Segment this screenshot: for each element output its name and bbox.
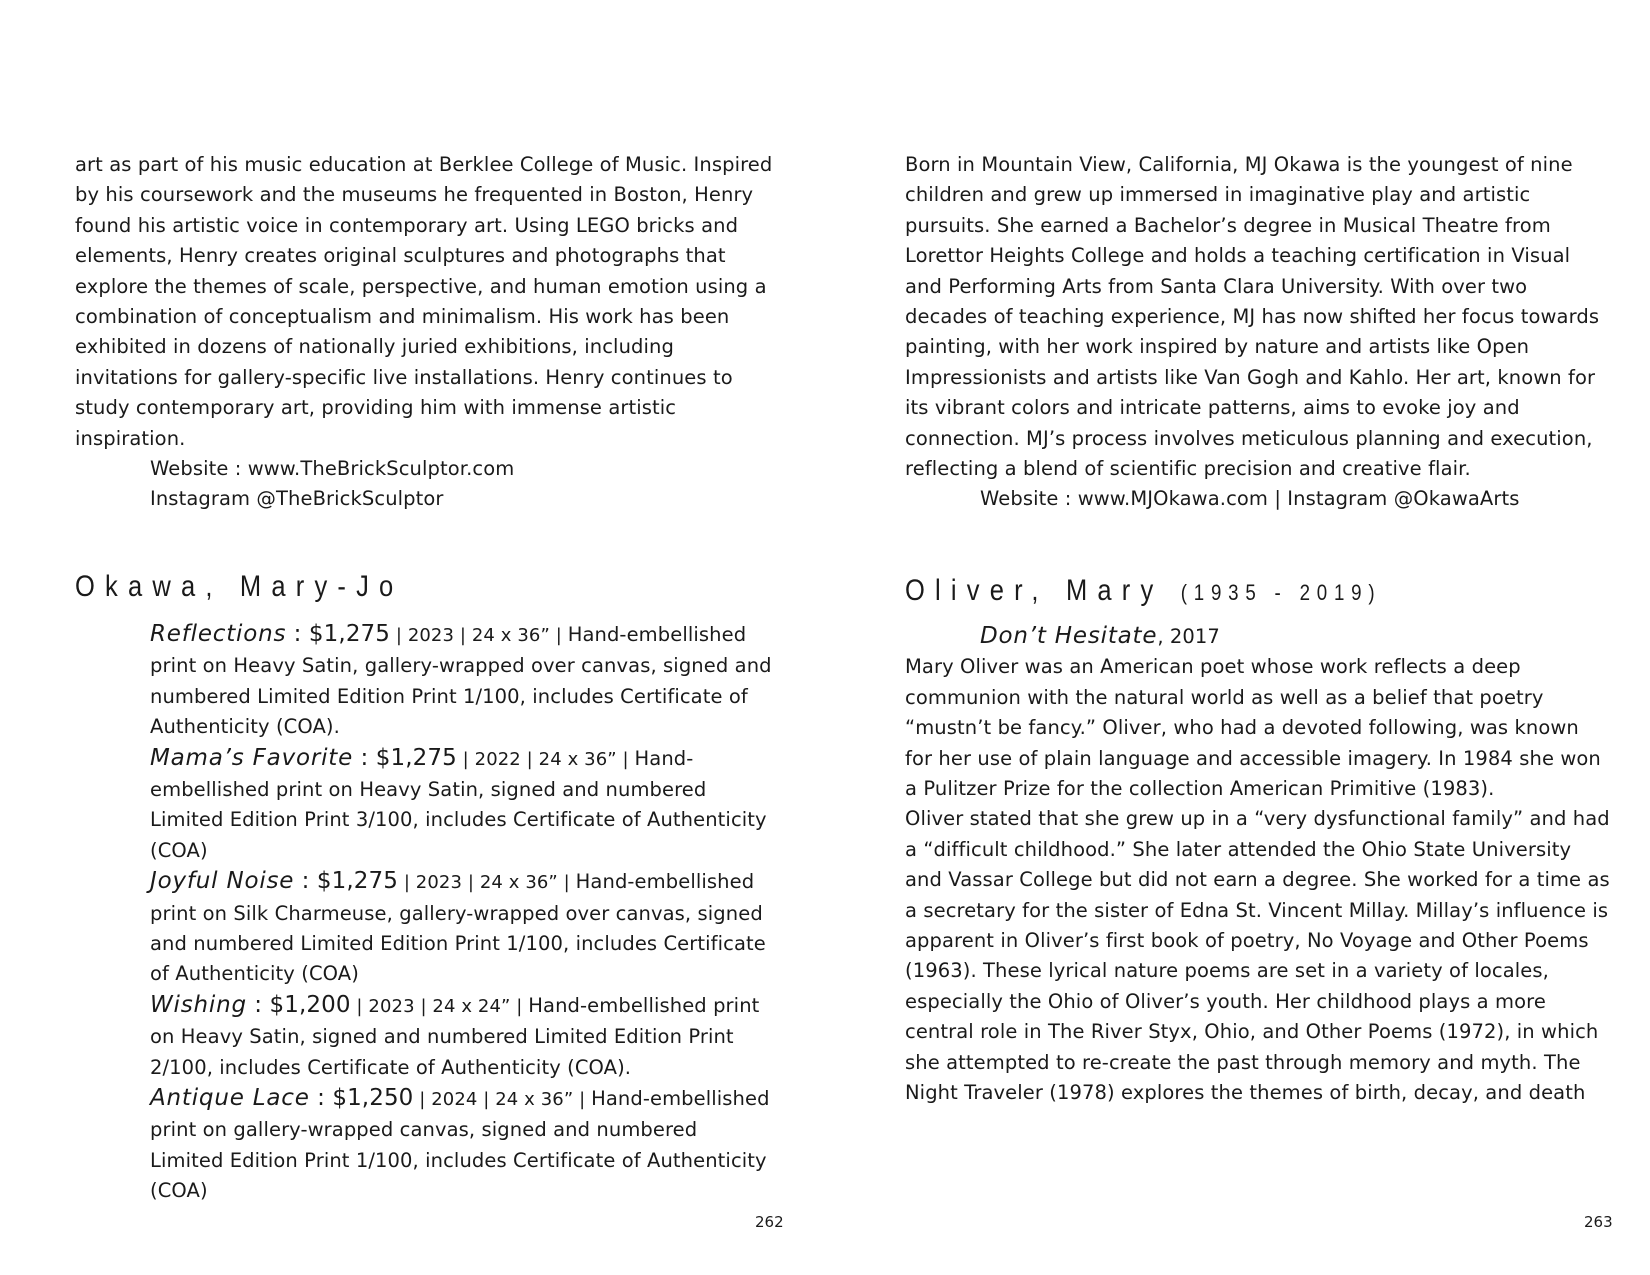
artist-heading-okawa: Okawa, Mary-Jo <box>75 569 404 603</box>
artist-years: (1935 - 2019) <box>1180 579 1382 605</box>
work-meta: | 2023 | 24 x 24” | <box>350 995 529 1017</box>
work-entry <box>150 990 775 1083</box>
work-title: Don’t Hesitate <box>980 622 1158 649</box>
work-meta: | 2024 | 24 x 36” | <box>413 1088 592 1110</box>
page-number: 263 <box>1584 1213 1613 1231</box>
right-page <box>825 0 1650 1275</box>
work-description: Hand-embellished print on Heavy Satin, signed and numbered Limited Edition Print 3/100, includes Certificate of Authenticity (COA) <box>150 746 767 862</box>
work-description: Hand-embellished print on Silk Charmeuse, gallery-wrapped over canvas, signed and numbered Limited Edition Print 1/100, includes Certificate of Authenticity (COA) <box>150 870 766 986</box>
work-title: Antique Lace <box>150 1084 310 1111</box>
okawa-bio: Born in Mountain View, California, MJ Okawa is the youngest of nine children and grew up immersed in imaginative play and artistic pursuits. She earned a Bachelor’s degree in Musical Theatre from Lorettor Heights College and holds a teaching certification in Visual and Performing Arts from Santa Clara University. With over two decades of teaching experience, MJ has now shifted her focus towards painting, with her work inspired by nature and artists like Open Impressionists and artists like Van Gogh and Kahlo. Her art, known for its vibrant colors and intricate patterns, aims to evoke joy and connection. MJ’s process involves meticulous planning and execution, reflecting a blend of scientific precision and creative flair. <box>905 153 1600 481</box>
oliver-bio-paragraph: Mary Oliver was an American poet whose work reflects a deep communion with the natural world as well as a belief that poetry “mustn’t be fancy.” Oliver, who had a devoted following, was known for her use of plain language and accessible imagery. In 1984 she won a Pulitzer Prize for the collection American Primitive (1983). <box>905 655 1601 800</box>
work-price: : $1,275 <box>294 868 398 895</box>
work-entry <box>150 743 775 867</box>
henry-bio: art as part of his music education at Berklee College of Music. Inspired by his coursework and the museums he frequented in Boston, Henry found his artistic voice in contemporary art. Using LEGO bricks and elements, Henry creates original sculptures and photographs that explore the themes of scale, perspective, and human emotion using a combination of conceptualism and minimalism. His work has been exhibited in dozens of nationally juried exhibitions, including invitations for gallery-specific live installations. Henry continues to study contemporary art, providing him with immense artistic inspiration. <box>75 153 773 450</box>
work-entry <box>150 1083 775 1207</box>
work-price: : $1,250 <box>309 1084 414 1111</box>
henry-website: Website : www.TheBrickSculptor.com <box>150 457 515 481</box>
artist-heading-oliver <box>905 571 1504 613</box>
work-description: Hand-embellished print on Heavy Satin, gallery-wrapped over canvas, signed and numbered Limited Edition Print 1/100, includes Certificate of Authenticity (COA). <box>150 622 772 739</box>
work-description: Hand-embellished print on gallery-wrapped canvas, signed and numbered Limited Edition Print 1/100, includes Certificate of Authenticity (COA) <box>150 1086 770 1203</box>
work-description: Hand-embellished print on Heavy Satin, signed and numbered Limited Edition Print 2/100, includes Certificate of Authenticity (COA). <box>150 993 760 1079</box>
oliver-bio-paragraph: Oliver stated that she grew up in a “very dysfunctional family” and had a “difficult childhood.” She later attended the Ohio State University and Vassar College but did not earn a degree. She worked for a time as a secretary for the sister of Edna St. Vincent Millay. Millay’s influence is apparent in Oliver’s first book of poetry, No Voyage and Other Poems (1963). These lyrical nature poems are set in a variety of locales, especially the Ohio of Oliver’s youth. Her childhood plays a more central role in The River Styx, Ohio, and Other Poems (1972), in which she attempted to re-create the past through memory and myth. The Night Traveler (1978) explores the themes of birth, decay, and death <box>905 807 1610 1104</box>
work-meta: | 2023 | 24 x 36” | <box>390 624 568 646</box>
page-number: 262 <box>755 1213 784 1231</box>
work-price: : $1,275 <box>286 620 391 647</box>
work-year: , 2017 <box>1157 624 1220 648</box>
work-entry <box>980 621 1610 652</box>
work-meta: | 2023 | 24 x 36” | <box>398 872 576 894</box>
work-price: : $1,200 <box>246 991 351 1018</box>
work-title: Joyful Noise <box>150 868 295 895</box>
work-entry <box>150 619 775 743</box>
artist-name: Oliver, Mary <box>905 573 1164 607</box>
henry-instagram: Instagram @TheBrickSculptor <box>150 487 444 511</box>
left-column <box>75 150 775 1207</box>
work-title: Reflections <box>150 620 287 647</box>
work-entry <box>150 866 775 990</box>
okawa-links: Website : www.MJOkawa.com | Instagram @OkawaArts <box>980 487 1520 511</box>
right-column <box>905 150 1610 1108</box>
work-title: Mama’s Favorite <box>150 744 354 771</box>
work-price: : $1,275 <box>353 744 457 771</box>
work-title: Wishing <box>150 991 247 1018</box>
work-meta: | 2022 | 24 x 36” | <box>456 748 635 770</box>
